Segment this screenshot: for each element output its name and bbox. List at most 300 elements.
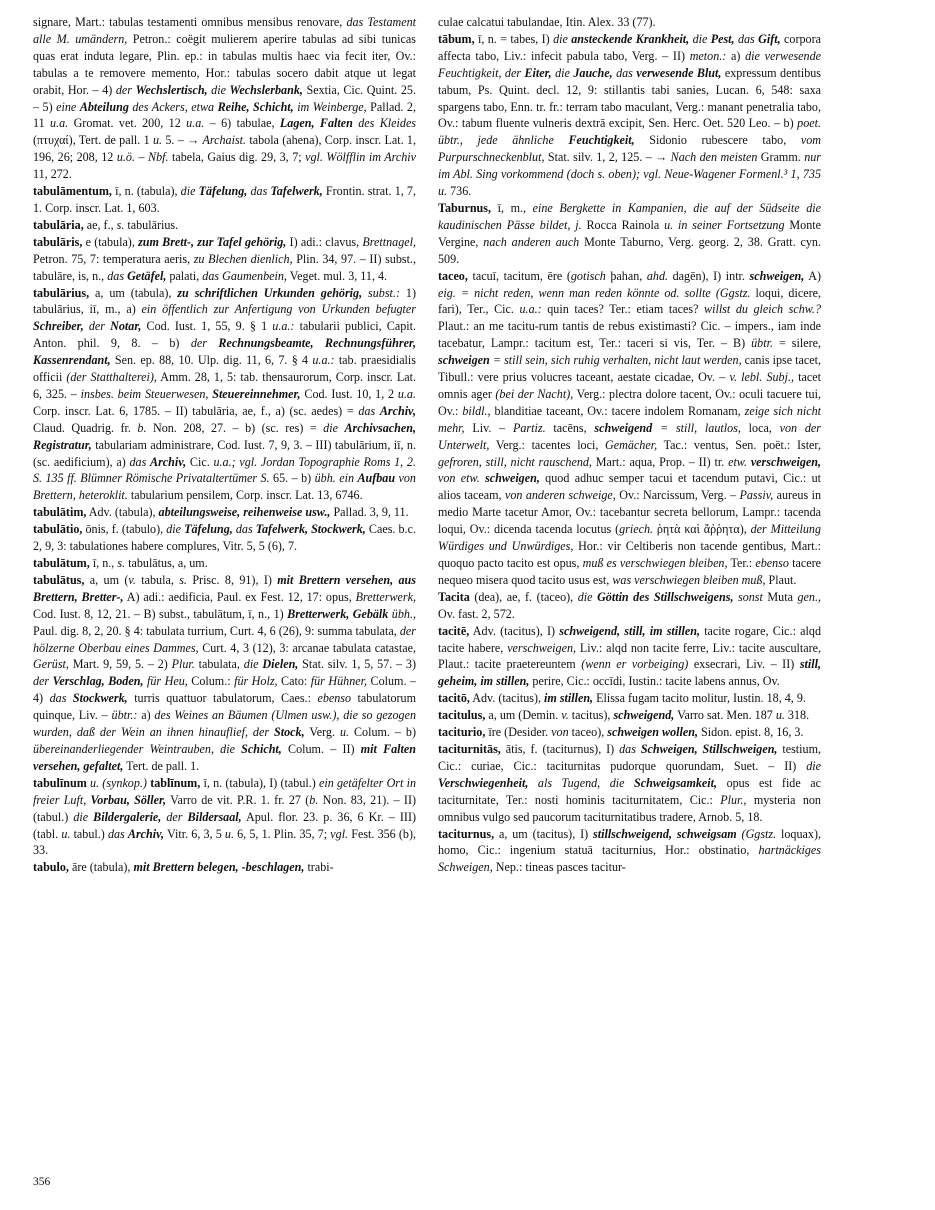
gloss-bold-text: Bretterwerk, Gebälk <box>287 606 389 621</box>
entry-text: Hor.: vir Celtiberis non tacende gentibus, Mart.: quoquo pacto tacito est opus, <box>438 539 821 570</box>
entry-headword: Taburnus, <box>438 200 492 215</box>
italic-text: das <box>232 522 256 537</box>
italic-text: u. (synkop.) <box>86 775 147 790</box>
dictionary-entry <box>33 285 416 505</box>
gloss-bold-text: Abteilung <box>79 99 129 114</box>
entry-headword: tabulātim, <box>33 505 87 520</box>
entry-text: Verg.: tacentes loci, <box>489 437 606 452</box>
entry-headword: taciturio, <box>438 725 486 740</box>
entry-text: Rocca Rainola <box>581 217 665 232</box>
entry-text: tabularium pensilem, Corp. inscr. Lat. 13, 6746. <box>127 488 363 503</box>
entry-headword: tacitō, <box>438 691 470 706</box>
italic-text: das <box>107 826 128 841</box>
italic-text: eine Bergkette in Kampanien, die auf der Südseite die kaudinischen Pässe bildet, j. <box>438 200 821 232</box>
italic-text: zeige sich nicht mehr, <box>438 403 821 435</box>
italic-text: u. <box>61 826 71 841</box>
italic-text: übtr.: <box>111 708 138 723</box>
entry-headword: Tacita <box>438 589 470 604</box>
entry-text: quin taces? Ter.: etiam taces? <box>541 302 705 317</box>
gloss-bold-text: zu schriftlichen Urkunden gehörig, <box>177 285 363 300</box>
gloss-bold-text: Vorbau, Söller, <box>90 792 167 807</box>
italic-text: u.a.: <box>519 302 542 317</box>
italic-text: Partiz. <box>513 420 546 435</box>
dictionary-entry <box>33 572 416 775</box>
entry-text: testium, Cic.: curiae, Cic.: taciturnitas pudorque quorundam, Suet. – II) <box>438 741 822 773</box>
entry-headword: tacitē, <box>438 623 470 638</box>
italic-text: etw. <box>728 454 751 469</box>
italic-text: verschweigen, <box>507 640 577 655</box>
entry-text: Plaut. <box>765 572 797 587</box>
dictionary-entry <box>33 217 416 234</box>
entry-text: tablīnum, <box>150 775 201 790</box>
left-column <box>33 14 416 876</box>
entry-text: Cic. <box>186 454 214 469</box>
italic-text: die <box>689 31 711 46</box>
italic-text: von der Unterwelt, <box>438 420 821 452</box>
italic-text: ahd. <box>646 268 669 283</box>
gloss-bold-text: abteilungsweise, reihenweise usw., <box>158 505 331 520</box>
italic-text: b. <box>309 792 319 807</box>
italic-text: der hölzerne Oberbau eines Dammes, <box>33 623 416 655</box>
italic-text: übh. ein <box>314 471 358 486</box>
gloss-bold-text: schweigen, <box>485 471 540 486</box>
italic-text: das <box>619 741 641 756</box>
entry-headword: tabulo, <box>33 860 69 875</box>
gloss-bold-text: schweigend, still, im stillen, <box>559 623 700 638</box>
italic-text: gefroren, still, nicht rauschend, <box>438 454 592 469</box>
italic-text: das <box>107 268 128 283</box>
entry-text: Verg. <box>304 725 340 740</box>
gloss-bold-text: Reihe, Schicht, <box>217 99 294 114</box>
entry-text: tabulata, <box>194 657 244 672</box>
italic-text: u. <box>775 708 785 723</box>
dictionary-entry <box>33 504 416 521</box>
entry-text: exsecrari, Liv. – II) <box>688 657 800 672</box>
italic-text: hartnäckiges Schweigen, <box>438 843 821 875</box>
entry-text: a) <box>726 48 746 63</box>
entry-text: ῥητὰ καὶ ἄῤῥητα), <box>653 522 751 537</box>
entry-text: 1) tabulārius, iī, m., a) <box>33 285 416 317</box>
italic-text: (Ggstz. <box>736 826 777 841</box>
italic-text: der Mitteilung Würdiges und Unwürdiges, <box>438 522 821 554</box>
gloss-bold-text: schweigend, <box>613 708 675 723</box>
entry-text: ī, m., <box>491 200 533 215</box>
italic-text: die <box>551 65 574 80</box>
entry-text: Liv.: alqd non tacite ferre, Liv.: tacite auscultare, Plaut.: tacite praetereuntem <box>438 640 822 672</box>
gloss-bold-text: Stock, <box>274 725 305 740</box>
gloss-bold-text: Aufbau <box>357 471 396 486</box>
entry-text: ī, n. (tabula), I) (tabul.) <box>200 775 320 790</box>
italic-text: ein öffentlich zur Anfertigung von Urkunden befugter <box>141 302 416 317</box>
entry-text: ae, f., <box>83 217 117 232</box>
italic-text: von Brettern, heteroklit. <box>33 471 416 503</box>
italic-text: u.ö. <box>116 150 135 165</box>
entry-text: tabulariam administrare, Cod. Iust. 7, 9, 3. – III) tabulārium, iī, n. (sc. aedificium), a) <box>33 437 416 469</box>
italic-text: das Testament alle M. umändern, <box>33 15 416 46</box>
entry-text: dagēn), I) intr. <box>668 268 750 283</box>
entry-text: (dea), ae, f. (taceo), <box>469 589 578 604</box>
entry-text: ī, n., <box>89 556 118 570</box>
dictionary-entry <box>438 200 821 268</box>
entry-text: tabulārius. <box>124 217 179 232</box>
gloss-bold-text: Schweigen, Stillschweigen, <box>640 741 778 756</box>
italic-text: = still sein, sich ruhig verhalten, nicht laut werden, <box>489 353 742 368</box>
italic-text: nur im Abl. Sing vorkommend (doch s. oben); vgl. Neue-Wagener Formenl.³ 1, 735 u. <box>438 150 821 199</box>
entry-text: Adv. (tabula), <box>86 505 159 520</box>
italic-text: subst.: <box>362 285 400 300</box>
entry-text: Non. 208, 27. – b) (sc. res) = <box>146 420 324 435</box>
entry-text: Sidon. epist. 8, 16, 3. <box>697 725 804 740</box>
entry-headword: taceo, <box>438 268 468 283</box>
italic-text: Plur. <box>171 657 195 672</box>
italic-text: ebenso <box>317 691 352 706</box>
gloss-bold-text: Täfelung, <box>198 184 248 199</box>
entry-text: Caes. b.c. 2, 9, 3: tabulationes habere complures, Vitr. 5, 5 (6), 7. <box>33 522 416 554</box>
entry-text: Vitr. 6, 3, 5 <box>164 826 225 841</box>
gloss-bold-text: ansteckende Krankheit, <box>571 31 690 46</box>
italic-text: die <box>577 589 598 604</box>
italic-text: s. <box>117 556 126 570</box>
italic-text: als Tugend, die <box>528 775 635 790</box>
dictionary-entry <box>438 14 821 31</box>
entry-text: ōnis, f. (tabulo), <box>82 522 167 537</box>
italic-text: v. <box>128 572 136 587</box>
entry-text: tacēns, <box>545 420 595 435</box>
italic-text: das <box>129 454 150 469</box>
italic-text: des Kleides <box>352 116 417 131</box>
entry-text: Plaut.: an me tacitu-rum tantis de rebus existimasti? Cic. – impers., iam inde tacebatur, Lampr.: tacitum est, Ter.: taceri si vis, Ter. – B) <box>438 319 821 351</box>
gloss-bold-text: schweigen, <box>749 268 805 283</box>
entry-text: Stat. silv. 1, 2, 125. – → <box>544 150 671 165</box>
entry-text: Elissa fugam tacito molitur, Iustin. 18, 4, 9. <box>593 691 806 706</box>
dictionary-entry <box>438 690 821 707</box>
gloss-bold-text: Lagen, Falten <box>279 116 353 131</box>
italic-text: muß es verschwiegen bleiben, <box>582 556 728 570</box>
italic-text: Bretterwerk, <box>355 589 416 604</box>
gloss-bold-text: Wechslertisch, <box>135 82 208 97</box>
italic-text: ebenso <box>755 556 789 570</box>
italic-text: poet. übtr., jede ähnliche <box>438 116 821 148</box>
entry-headword: tabulātus, <box>33 572 85 587</box>
italic-text: u. <box>152 133 163 148</box>
entry-text: perire, Cic.: occīdi, Iustin.: tacite labens annus, Ov. <box>529 674 780 689</box>
gloss-bold-text: Tafelwerk, <box>270 184 323 199</box>
entry-text: þahan, <box>605 268 647 283</box>
gloss-bold-text: Stockwerk, <box>72 691 128 706</box>
entry-text: Tert. de pall. 1. <box>123 758 200 773</box>
italic-text: nach anderen auch <box>483 234 580 249</box>
entry-text: = silere, <box>772 336 821 351</box>
italic-text: von <box>551 725 569 740</box>
italic-text: der <box>115 82 136 97</box>
italic-text: übereinanderliegender Weintrauben, die <box>33 741 242 756</box>
entry-text: 6, 5, 1. Plin. 35, 7; <box>233 826 331 841</box>
right-column <box>438 14 821 876</box>
italic-text: u. <box>224 826 234 841</box>
dictionary-entry <box>438 826 821 877</box>
italic-text: sonst <box>733 589 763 604</box>
entry-text: tabulātus, a, um. <box>125 556 208 570</box>
italic-text: u.a.; vgl. Jordan Topographie Roms 1, 2. S. 135 ff. Blümner Römische Privataltertümer S. <box>33 454 416 486</box>
entry-text: tacite rogare, Cic.: alqd tacite habere, <box>438 623 821 655</box>
entry-text: Colum. – b) <box>349 725 416 740</box>
entry-text: Ter.: <box>727 556 756 570</box>
italic-text: die <box>207 82 230 97</box>
entry-text: a, um (tabula), <box>89 285 178 300</box>
italic-text: u.a.: <box>312 353 335 368</box>
italic-text: griech. <box>619 522 654 537</box>
entry-text: Ov. fast. 2, 572. <box>438 606 515 621</box>
entry-text: Gramm. <box>757 150 805 165</box>
italic-text: u.a. <box>50 116 69 131</box>
entry-text: Adv. (tacitus), I) <box>469 623 560 638</box>
italic-text: u.a. <box>397 386 416 401</box>
dictionary-entry <box>438 623 821 691</box>
italic-text: vgl. <box>330 826 349 841</box>
entry-text: Curt. 4, 3 (12), 3: arcanae tabulata catastae, <box>198 640 416 655</box>
entry-text: ātis, f. (taciturnus), I) <box>500 741 620 756</box>
gloss-bold-text: mit Falten versehen, gefaltet, <box>33 741 416 773</box>
italic-text: der <box>33 674 53 689</box>
italic-text: Gerüst, <box>33 657 69 672</box>
entry-text: trabi- <box>304 860 334 875</box>
entry-text: aureus in medio Marte tacetur Amor, Ov.: tacebantur secreta bellorum, Lampr.: tacenda loqui, Ov.: dicenda tacenda locutus ( <box>438 488 821 537</box>
entry-text: loquax), homo, Cic.: ingenium statuā taciturnius, Hor.: obstinatio, <box>438 826 821 858</box>
entry-text: a) <box>137 708 155 723</box>
page-number: 356 <box>33 1176 51 1188</box>
entry-text: Paul. dig. 8, 2, 20. § 4: tabulata turrium, Curt. 4, 6 (26), 9: summa tabulata, <box>33 623 400 638</box>
gloss-bold-text: Rechnungsbeamte, Rechnungsführer, Kassenrendant, <box>33 336 416 368</box>
dictionary-entry <box>33 859 416 876</box>
italic-text: s. <box>116 217 125 232</box>
entry-text: Apul. flor. 23. p. 36, 6 Kr. – III) (tabl. <box>33 809 416 841</box>
gloss-bold-text: im stillen, <box>544 691 594 706</box>
gloss-bold-text: Schweigsamkeit, <box>634 775 718 790</box>
entry-text: Stat. silv. 1, 5, 57. – 3) <box>298 657 417 672</box>
italic-text: (wenn er vorbeiging) <box>581 657 689 672</box>
entry-text: Mart. 9, 59, 5. – 2) <box>68 657 172 672</box>
entry-text: āre (tabula), <box>68 860 134 875</box>
gloss-bold-text: Jauche, <box>573 65 613 80</box>
dictionary-entry <box>438 268 821 589</box>
gloss-bold-text: Bildergalerie, <box>93 809 162 824</box>
italic-text: der <box>190 336 219 351</box>
italic-text: von anderen schweige, <box>504 488 616 503</box>
entry-text: Nep.: tineas pasces tacitur- <box>492 860 626 875</box>
dictionary-entry <box>438 741 821 826</box>
entry-text: tacet omnis ager <box>438 370 821 401</box>
entry-text: Non. 83, 21). – II) (tabul.) <box>33 792 417 824</box>
dictionary-entry <box>438 589 821 623</box>
italic-text: u.a. <box>186 116 205 131</box>
entry-text: tabula, <box>135 572 180 587</box>
italic-text: die <box>243 657 263 672</box>
entry-text: (πτυχαί), Tert. de pall. 1 <box>33 133 153 148</box>
entry-headword: tabulāris, <box>33 234 83 249</box>
entry-text: 736. <box>447 184 472 199</box>
gloss-bold-text: schweigend <box>594 420 653 435</box>
entry-text: Monte Taburno, Verg. georg. 2, 38. Gratt. cyn. 509. <box>438 234 822 266</box>
gloss-bold-text: verschweigen, <box>750 454 822 469</box>
italic-text: v. <box>561 708 569 723</box>
entry-text: quod adhuc semper tacui et tacendum putavi, Cic.: ut alios taceam, <box>438 471 821 503</box>
dictionary-entry <box>33 775 416 860</box>
italic-text: für Holz, <box>234 674 278 689</box>
italic-text: das <box>612 65 637 80</box>
entry-text: expressum dentibus tabum, Ps. Quint. decl. 12, 9: stillantis tabi sanies, Lucan. 6, 548: saxa spargens tabo, Enn. tr. fr.: terram tabo maculant, Verg.: manant penetralia tabo, Ov.: tabum fluente vulneris dextrā excipit, Sen. Herc. Oet. 520 Leo. – b) <box>438 65 822 131</box>
entry-text: I) adi.: clavus, <box>286 234 363 249</box>
italic-text: Brettnagel, <box>362 234 416 249</box>
entry-text: loca, <box>740 420 780 435</box>
entry-text: e (tabula), <box>82 234 139 249</box>
gloss-bold-text: Tafelwerk, Stockwerk, <box>255 522 366 537</box>
italic-text: gotisch <box>570 268 606 283</box>
entry-headword: tabulīnum <box>33 775 87 790</box>
italic-text: für Hühner, <box>310 674 368 689</box>
entry-text: Muta <box>762 589 798 604</box>
entry-text: culae calcatui tabulandae, Itin. Alex. 33 (77). <box>438 15 656 29</box>
italic-text: (der Statthalterei), <box>66 370 157 385</box>
italic-text: von etw. <box>438 471 486 486</box>
gloss-bold-text: schweigen wollen, <box>607 725 698 740</box>
entry-text: A) <box>804 268 821 283</box>
gloss-bold-text: still, geheim, im stillen, <box>438 657 821 689</box>
italic-text: Plur., <box>720 792 747 807</box>
italic-text: Nach den meisten <box>670 150 758 165</box>
entry-text: Verg.: plectra dolore tacent, Ov.: oculi tacuere tui, Ov.: <box>438 386 821 418</box>
italic-text: u. <box>339 725 350 740</box>
entry-text: a, um (Demin. <box>485 708 562 723</box>
entry-text: tabul.) <box>70 826 108 841</box>
entry-text: 5. – → <box>162 133 203 148</box>
italic-text: Gemächer, <box>605 437 658 452</box>
italic-text: des Weines an Bäumen (Ulmen usw.), die so gezogen wurden, daß der Wein an ihnen hinauflief, der <box>33 708 416 740</box>
gloss-bold-text: zum Brett-, zur Tafel gehörig, <box>138 234 287 249</box>
gloss-bold-text: Archiv, <box>150 454 187 469</box>
gloss-bold-text: Archiv, <box>379 403 416 418</box>
gloss-bold-text: mit Brettern belegen, -beschlagen, <box>133 860 305 875</box>
dictionary-entry <box>438 724 821 741</box>
entry-text: tabela, Gaius dig. 29, 3, 7; <box>168 150 306 165</box>
italic-text: v. lebl. Subj., <box>729 370 794 385</box>
italic-text: die <box>323 420 345 435</box>
entry-headword: tabulātum, <box>33 556 90 570</box>
gloss-bold-text: Verschwiegenheit, <box>438 775 529 790</box>
italic-text: die <box>73 809 94 824</box>
gloss-bold-text: Eiter, <box>524 65 552 80</box>
entry-text: ī, n. (tabula), <box>111 184 181 199</box>
dictionary-entry <box>33 555 416 572</box>
italic-text: im Weinberge, <box>293 99 367 114</box>
entry-text: Cod. Iust. 8, 12, 21. – B) subst., tabulātum, ī, n., 1) <box>33 606 288 621</box>
dictionary-entry <box>33 14 416 183</box>
italic-text: das Gaumenbein, <box>202 268 287 283</box>
gloss-bold-text: Getäfel, <box>127 268 167 283</box>
italic-text: das <box>734 31 759 46</box>
italic-text: der <box>161 809 188 824</box>
entry-text: 11, 272. <box>33 167 72 182</box>
entry-text: Tac.: ventus, Sen. poët.: Ister, <box>657 437 821 452</box>
entry-text: Fest. 356 (b), 33. <box>33 826 416 858</box>
entry-text: Colum. – 4) <box>33 674 417 706</box>
entry-headword: taciturnus, <box>438 826 495 841</box>
italic-text: das <box>358 403 380 418</box>
italic-text: vom Purpurschneckenblut, <box>438 133 821 165</box>
gloss-bold-text: Schreiber, <box>33 319 84 334</box>
entry-text: Sextia, Cic. Quint. 25. – 5) <box>33 82 416 114</box>
dictionary-entry <box>33 234 416 285</box>
italic-text: Passiv, <box>739 488 774 503</box>
entry-headword: taciturnitās, <box>438 741 501 756</box>
gloss-bold-text: verwesende Blut, <box>636 65 722 80</box>
italic-text: willst du gleich schw.? <box>704 302 821 317</box>
italic-text: übtr. <box>751 336 773 351</box>
italic-text: des Ackers, etwa <box>128 99 218 114</box>
entry-headword: tabulārius, <box>33 285 90 300</box>
entry-text: Liv. – <box>464 420 513 435</box>
gloss-bold-text: Bildersaal, <box>187 809 242 824</box>
entry-text: tab. praesidialis officii <box>33 353 416 385</box>
entry-text: – <box>134 150 148 165</box>
gloss-bold-text: Verschlag, Boden, <box>52 674 144 689</box>
italic-text: (bei der Nacht), <box>495 386 574 401</box>
italic-text: Archaist. <box>202 133 247 148</box>
italic-text: Nbf. <box>148 150 169 165</box>
entry-text: tacitus), <box>568 708 614 723</box>
gloss-bold-text: Archivsachen, Registratur, <box>33 420 416 452</box>
entry-text: Prisc. 8, 91), I) <box>186 572 278 587</box>
italic-text: die verwesende Feuchtigkeit, der <box>438 48 821 80</box>
entry-text: Petron. 75, 7: temperatura aeris, <box>33 251 194 266</box>
italic-text: die <box>806 758 821 773</box>
italic-text: meton.: <box>689 48 727 63</box>
italic-text: eine <box>56 99 80 114</box>
entry-text: a, um ( <box>84 572 129 587</box>
entry-text: Gromat. vet. 200, 12 <box>68 116 187 131</box>
entry-text: Cato: <box>277 674 311 689</box>
entry-text: ī, n. = tabes, I) <box>474 31 554 46</box>
italic-text: zu Blechen dienlich, <box>193 251 293 266</box>
dictionary-entry <box>33 183 416 217</box>
gloss-bold-text: stillschweigend, schweigsam <box>593 826 737 841</box>
entry-text: Pallad. 3, 9, 11. <box>330 505 409 520</box>
entry-text: Plin. 34, 97. – II) subst., tabulāre, is, n., <box>33 251 416 283</box>
entry-text: signare, Mart.: tabulas testamenti omnibus mensibus renovare, <box>33 15 347 29</box>
entry-text: Ov.: Narcissum, Verg. – <box>615 488 740 503</box>
entry-text: Varro de vit. P.R. 1. fr. 27 ( <box>166 792 310 807</box>
entry-text: palati, <box>166 268 203 283</box>
italic-text: ein getäfelter Ort in freier Luft, <box>33 775 417 807</box>
dictionary-entry <box>438 707 821 724</box>
entry-text: mysteria non omnibus vulgo sed paucorum taciturnitatibus tradere, Arnob. 5, 18. <box>438 792 821 824</box>
italic-text: s. <box>179 572 187 587</box>
italic-text: für Heu, <box>143 674 188 689</box>
entry-text: Sen. ep. 88, 10. Ulp. dig. 11, 6, 7. § 4 <box>110 353 313 368</box>
gloss-bold-text: Täfelung, <box>184 522 233 537</box>
italic-text: bildl., <box>462 403 491 418</box>
italic-text: die <box>166 522 185 537</box>
italic-text: = still, lautlos, <box>652 420 741 435</box>
italic-text: was verschwiegen bleiben muß, <box>612 572 766 587</box>
entry-text: loqui, dicere, fari), Ter., Cic. <box>438 285 821 317</box>
entry-text: A) adi.: aedificia, Paul. ex Fest. 12, 17: opus, <box>123 589 356 604</box>
gloss-bold-text: Feuchtigkeit, <box>568 133 635 148</box>
entry-text: opus est fide ac taciturnitate, Ter.: nosti hominis taciturnitatem, Cic.: <box>438 775 821 807</box>
entry-text: blanditiae taceant, Ov.: tacere indolem Romanam, <box>490 403 745 418</box>
entry-text: tabularii publici, Capit. Anton. phil. 9, 8. – b) <box>33 319 417 351</box>
italic-text: die <box>180 184 199 199</box>
italic-text: b. <box>137 420 147 435</box>
